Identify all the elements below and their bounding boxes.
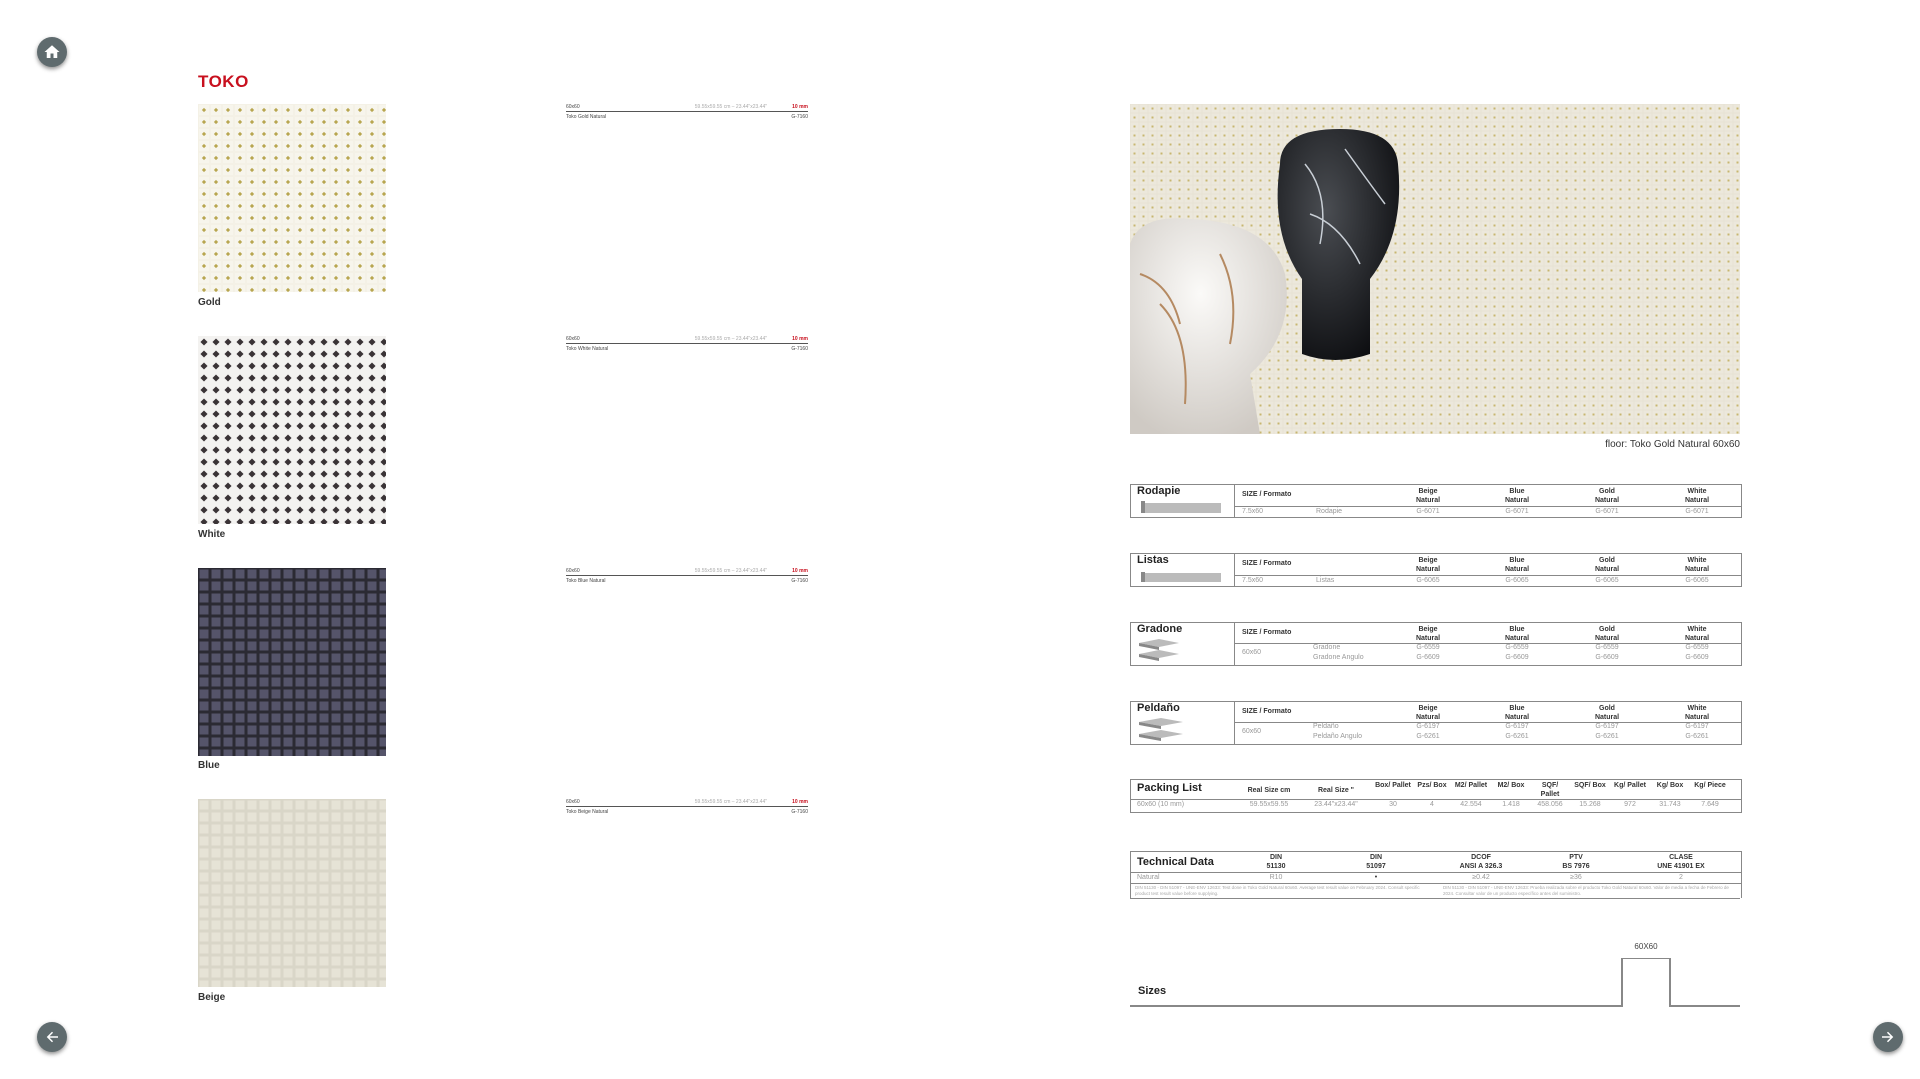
col-header: M2/ Pallet bbox=[1454, 782, 1488, 789]
swatch-label: White bbox=[198, 529, 226, 540]
text-label: Beige bbox=[1418, 557, 1438, 564]
gradone-icon bbox=[1137, 637, 1181, 663]
text-label: Beige bbox=[1418, 705, 1438, 712]
code-cell: G-6559 bbox=[1416, 644, 1440, 651]
value-cell: 15.268 bbox=[1579, 801, 1601, 808]
piece-label: Gradone bbox=[1313, 644, 1341, 651]
home-button[interactable] bbox=[37, 37, 67, 67]
text-label: Blue bbox=[1509, 557, 1525, 564]
text-label: BS 7976 bbox=[1562, 863, 1590, 870]
code-cell: G-6071 bbox=[1595, 508, 1619, 515]
divider bbox=[1130, 898, 1740, 899]
thickness: 10 mm bbox=[792, 104, 808, 110]
size-header: SIZE / Formato bbox=[1242, 560, 1292, 567]
text-label: DCOF bbox=[1471, 854, 1491, 861]
value-cell: 1.418 bbox=[1502, 801, 1520, 808]
product-name: Toko Blue Natural bbox=[566, 578, 606, 584]
text-label: ANSI A 326.3 bbox=[1459, 863, 1503, 870]
swatch-blue-image bbox=[198, 568, 386, 756]
spec-blue bbox=[566, 568, 808, 584]
piece-label: Peldaño bbox=[1313, 723, 1339, 730]
text-label: Natural bbox=[1504, 714, 1530, 721]
listas-icon bbox=[1141, 568, 1221, 582]
value-cell: • bbox=[1374, 874, 1378, 881]
row-label: 60x60 (10 mm) bbox=[1137, 801, 1185, 808]
value-cell: 31.743 bbox=[1659, 801, 1681, 808]
ambient-photo bbox=[1130, 104, 1740, 434]
code-cell: G-6261 bbox=[1505, 733, 1529, 740]
packing-list-table bbox=[1130, 779, 1742, 813]
value-cell: 59.55x59.55 bbox=[1249, 801, 1289, 808]
size-header: SIZE / Formato bbox=[1242, 629, 1292, 636]
table-title: Technical Data bbox=[1137, 856, 1214, 868]
size-value: 60x60 bbox=[1242, 728, 1262, 735]
text-label: Blue bbox=[1509, 705, 1525, 712]
piece-label: Rodapie bbox=[1316, 508, 1343, 515]
text-label: Natural bbox=[1594, 566, 1620, 573]
value-cell: 42.554 bbox=[1460, 801, 1482, 808]
spec-beige bbox=[566, 799, 808, 815]
real-size: 59.55x59.55 cm – 23.44"x23.44" bbox=[694, 104, 767, 110]
text-label: Natural bbox=[1504, 635, 1530, 642]
note-es: DIN 51130 - DIN 51097 - UNE-ENV 12633: Prueba realizada sobre el producto Toko Gold Natural 60x60. Valor de media a fecha de Febrero de 2024. Consultar valor de un producto específico antes del suministro. bbox=[1443, 885, 1729, 896]
code-cell: G-6609 bbox=[1505, 654, 1529, 661]
table-title: Rodapie bbox=[1137, 485, 1181, 497]
format: 60x60 bbox=[566, 799, 580, 805]
code-cell: G-6071 bbox=[1685, 508, 1709, 515]
col-gold: Gold bbox=[1599, 488, 1615, 495]
text-label: Natural bbox=[1684, 714, 1710, 721]
table-title: Listas bbox=[1137, 554, 1169, 566]
col-header: Real Size cm bbox=[1247, 787, 1291, 794]
code-cell: G-6071 bbox=[1505, 508, 1529, 515]
col-finish: Natural bbox=[1415, 497, 1441, 504]
code-cell: G-6261 bbox=[1685, 733, 1709, 740]
code-cell: G-6197 bbox=[1595, 723, 1619, 730]
piece-label: Gradone Angulo bbox=[1313, 654, 1364, 661]
peldano-icon bbox=[1137, 716, 1187, 742]
value-cell: R10 bbox=[1269, 874, 1283, 881]
table-title: Gradone bbox=[1137, 623, 1183, 635]
text-label: CLASE bbox=[1669, 854, 1693, 861]
col-blue: Blue bbox=[1509, 488, 1525, 495]
arrow-right-icon bbox=[1879, 1028, 1897, 1046]
product-code: G-7160 bbox=[791, 578, 808, 584]
text-label: Natural bbox=[1684, 635, 1710, 642]
swatch-white-image bbox=[198, 336, 386, 524]
value-cell: ≥0.42 bbox=[1472, 874, 1490, 881]
thickness: 10 mm bbox=[792, 568, 808, 574]
product-code: G-7160 bbox=[791, 809, 808, 815]
size-header: SIZE / Formato bbox=[1242, 708, 1292, 715]
swatch-label: Beige bbox=[198, 992, 226, 1003]
text-label: Natural bbox=[1504, 566, 1530, 573]
text-label: 51130 bbox=[1266, 863, 1286, 870]
code-cell: G-6261 bbox=[1416, 733, 1440, 740]
value-cell: 4 bbox=[1430, 801, 1434, 808]
home-icon bbox=[43, 43, 61, 61]
text-label: Natural bbox=[1684, 566, 1710, 573]
product-code: G-7160 bbox=[791, 114, 808, 120]
swatch-beige-image bbox=[198, 799, 386, 987]
code-cell: G-6197 bbox=[1685, 723, 1709, 730]
product-name: Toko White Natural bbox=[566, 346, 609, 352]
value-cell: 2 bbox=[1679, 874, 1683, 881]
col-finish: Natural bbox=[1684, 497, 1710, 504]
col-white: White bbox=[1687, 488, 1707, 495]
col-header: M2/ Box bbox=[1497, 782, 1525, 789]
value-cell: 458.056 bbox=[1537, 801, 1563, 808]
col-header: Box/ Pallet bbox=[1375, 782, 1411, 789]
code-cell: G-6559 bbox=[1505, 644, 1529, 651]
text-label: Beige bbox=[1418, 626, 1438, 633]
text-label: White bbox=[1687, 557, 1707, 564]
text-label: UNE 41901 EX bbox=[1657, 863, 1705, 870]
prev-page-button[interactable] bbox=[37, 1022, 67, 1052]
spec-gold bbox=[566, 104, 808, 120]
code-cell: G-6071 bbox=[1416, 508, 1440, 515]
thickness: 10 mm bbox=[792, 799, 808, 805]
technical-data-table bbox=[1130, 851, 1742, 898]
col-finish: Natural bbox=[1504, 497, 1530, 504]
value-cell: ≥36 bbox=[1570, 874, 1582, 881]
text-label: Natural bbox=[1415, 635, 1441, 642]
spec-white bbox=[566, 336, 808, 352]
text-label: White bbox=[1687, 705, 1707, 712]
text-label: Natural bbox=[1415, 566, 1441, 573]
collection-title: TOKO bbox=[198, 72, 249, 91]
text-label: Natural bbox=[1594, 714, 1620, 721]
col-header: Kg/ Pallet bbox=[1614, 782, 1646, 789]
piece-label: Listas bbox=[1316, 577, 1335, 584]
listas-table bbox=[1130, 553, 1742, 587]
col-header: SQF/ Box bbox=[1574, 782, 1606, 789]
row-label: Natural bbox=[1137, 874, 1160, 881]
table-title: Packing List bbox=[1137, 782, 1202, 794]
code-cell: G-6065 bbox=[1685, 577, 1709, 584]
value-cell: 30 bbox=[1389, 801, 1397, 808]
rodapie-icon bbox=[1141, 499, 1221, 513]
size-value: 7.5x60 bbox=[1242, 508, 1264, 515]
code-cell: G-6065 bbox=[1595, 577, 1619, 584]
code-cell: G-6065 bbox=[1505, 577, 1529, 584]
sizes-label: Sizes bbox=[1138, 985, 1167, 997]
sizes-diagram bbox=[1130, 958, 1740, 1008]
col-finish: Natural bbox=[1594, 497, 1620, 504]
code-cell: G-6559 bbox=[1685, 644, 1709, 651]
real-size: 59.55x59.55 cm – 23.44"x23.44" bbox=[694, 799, 767, 805]
product-name: Toko Beige Natural bbox=[566, 809, 609, 815]
gradone-table bbox=[1130, 622, 1742, 666]
size-value: 60x60 bbox=[1242, 649, 1262, 656]
swatch-gold-image bbox=[198, 104, 386, 292]
size-value: 7.5x60 bbox=[1242, 577, 1264, 584]
text-label: DIN bbox=[1369, 854, 1383, 861]
format: 60x60 bbox=[566, 104, 580, 110]
value-cell: 23.44"x23.44" bbox=[1314, 801, 1358, 808]
peldano-table bbox=[1130, 701, 1742, 745]
swatch-label: Blue bbox=[198, 760, 220, 771]
text-label: Blue bbox=[1509, 626, 1525, 633]
code-cell: G-6197 bbox=[1505, 723, 1529, 730]
col-header: Pzs/ Box bbox=[1417, 782, 1447, 789]
thickness: 10 mm bbox=[792, 336, 808, 342]
real-size: 59.55x59.55 cm – 23.44"x23.44" bbox=[694, 568, 767, 574]
text-label: DIN bbox=[1269, 854, 1283, 861]
text-label: Natural bbox=[1415, 714, 1441, 721]
code-cell: G-6065 bbox=[1416, 577, 1440, 584]
size-format-label: 60X60 bbox=[1634, 942, 1658, 951]
code-cell: G-6609 bbox=[1416, 654, 1440, 661]
table-title: Peldaño bbox=[1137, 702, 1180, 714]
arrow-left-icon bbox=[43, 1028, 61, 1046]
col-header: Real Size " bbox=[1317, 787, 1354, 794]
text-label: 51097 bbox=[1366, 863, 1386, 870]
text-label: PTV bbox=[1569, 854, 1583, 861]
text-label: Gold bbox=[1599, 626, 1615, 633]
col-beige: Beige bbox=[1418, 488, 1438, 495]
col-header: Kg/ Piece bbox=[1694, 782, 1726, 789]
value-cell: 7.649 bbox=[1701, 801, 1719, 808]
text-label: Gold bbox=[1599, 557, 1615, 564]
next-page-button[interactable] bbox=[1873, 1022, 1903, 1052]
code-cell: G-6559 bbox=[1595, 644, 1619, 651]
size-header: SIZE / Formato bbox=[1242, 491, 1292, 498]
code-cell: G-6261 bbox=[1595, 733, 1619, 740]
col-header: Kg/ Box bbox=[1656, 782, 1684, 789]
text-label: Natural bbox=[1594, 635, 1620, 642]
rodapie-table bbox=[1130, 484, 1742, 518]
product-code: G-7160 bbox=[791, 346, 808, 352]
note-en: DIN 51130 - DIN 51097 - UNE-ENV 12633: Test done in Toko Gold Natural 60x60. Average test result value on February 2024. Consult specific product test result value before supplying. bbox=[1135, 885, 1420, 896]
format: 60x60 bbox=[566, 336, 580, 342]
real-size: 59.55x59.55 cm – 23.44"x23.44" bbox=[694, 336, 767, 342]
value-cell: 972 bbox=[1624, 801, 1636, 808]
col-header: SQF/ Pallet bbox=[1540, 782, 1560, 798]
code-cell: G-6609 bbox=[1595, 654, 1619, 661]
text-label: White bbox=[1687, 626, 1707, 633]
swatch-label: Gold bbox=[198, 297, 221, 308]
format: 60x60 bbox=[566, 568, 580, 574]
text-label: Gold bbox=[1599, 705, 1615, 712]
piece-label: Peldaño Angulo bbox=[1313, 733, 1363, 740]
code-cell: G-6609 bbox=[1685, 654, 1709, 661]
product-name: Toko Gold Natural bbox=[566, 114, 607, 120]
code-cell: G-6197 bbox=[1416, 723, 1440, 730]
photo-caption: floor: Toko Gold Natural 60x60 bbox=[1605, 439, 1740, 450]
